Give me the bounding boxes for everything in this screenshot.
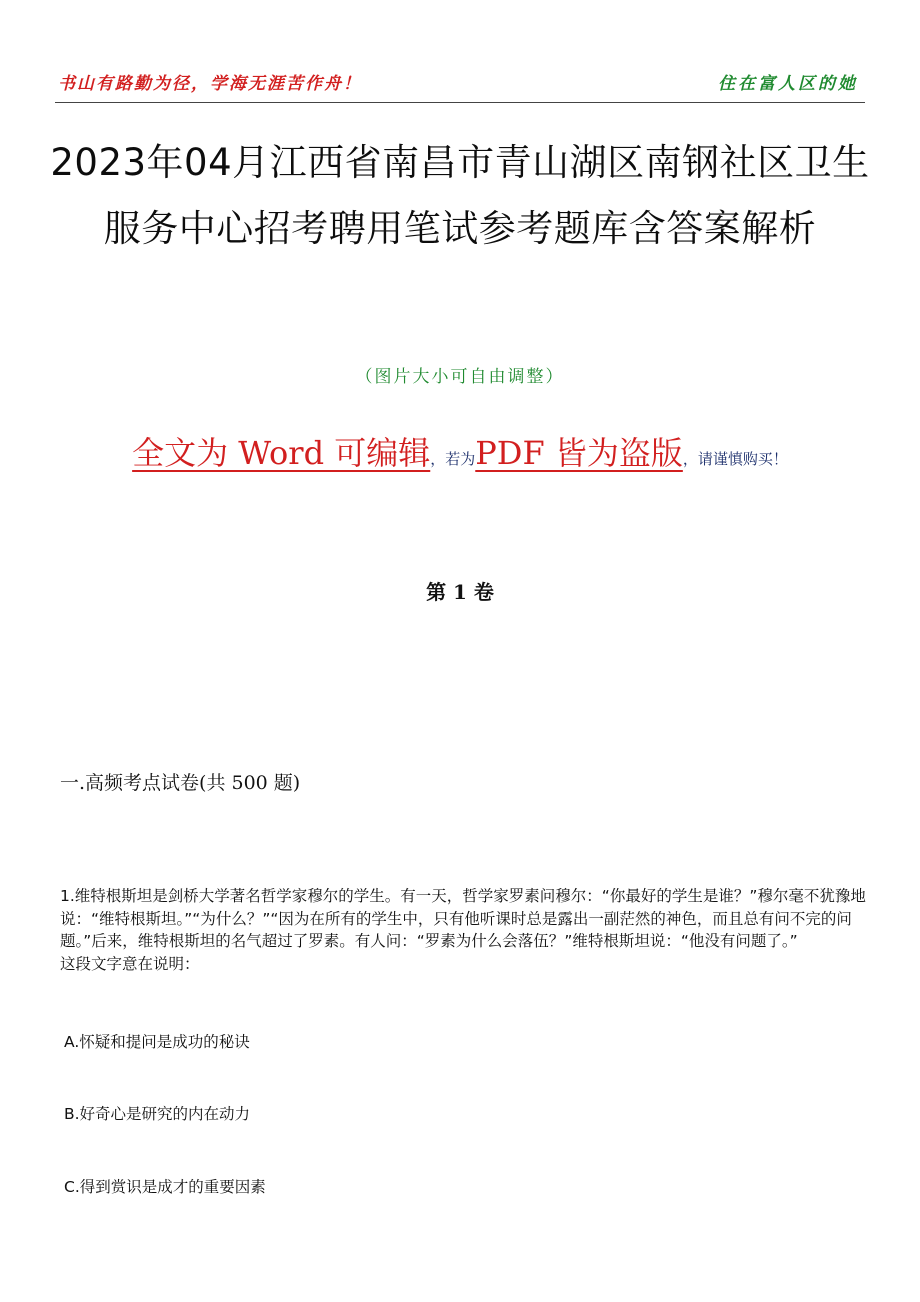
option-b: B.好奇心是研究的内在动力 xyxy=(64,1105,251,1123)
resize-note: （图片大小可自由调整） xyxy=(355,367,565,387)
copyright-notice xyxy=(0,428,920,474)
notice-caution: ，请谨慎购买！ xyxy=(682,450,788,468)
question-stem: 1.维特根斯坦是剑桥大学著名哲学家穆尔的学生。有一天，哲学家罗素问穆尔：“你最好的学生是谁？”穆尔毫不犹豫地说：“维特根斯坦。”“为什么？”“因为在所有的学生中，只有他听课时总是露出一副茫然的神色，而且总有问不完的问题。”后来，维特根斯坦的名气超过了罗素。有人问：“罗素为什么会落伍？”维特根斯坦说：“他没有问题了。” xyxy=(60,887,866,950)
header-motto-left: 书山有路勤为径，学海无涯苦作舟！ xyxy=(58,74,362,94)
option-a: A.怀疑和提问是成功的秘诀 xyxy=(64,1033,250,1051)
header-divider xyxy=(55,102,865,103)
question-1 xyxy=(60,885,870,975)
document-title: 2023年04月江西省南昌市青山湖区南钢社区卫生服务中心招考聘用笔试参考题库含答案解析 xyxy=(50,141,870,250)
notice-if: ，若为 xyxy=(430,450,476,468)
header-motto-right: 住在富人区的她 xyxy=(718,74,858,94)
question-ask: 这段文字意在说明： xyxy=(60,954,200,973)
notice-word-editable: 全文为 Word 可编辑 xyxy=(132,434,431,472)
section-title: 一.高频考点试卷(共 500 题) xyxy=(60,772,301,794)
volume-label: 第 1 卷 xyxy=(426,580,494,604)
notice-pdf-pirated: PDF 皆为盗版 xyxy=(475,434,683,472)
option-c: C.得到赏识是成才的重要因素 xyxy=(64,1178,266,1196)
